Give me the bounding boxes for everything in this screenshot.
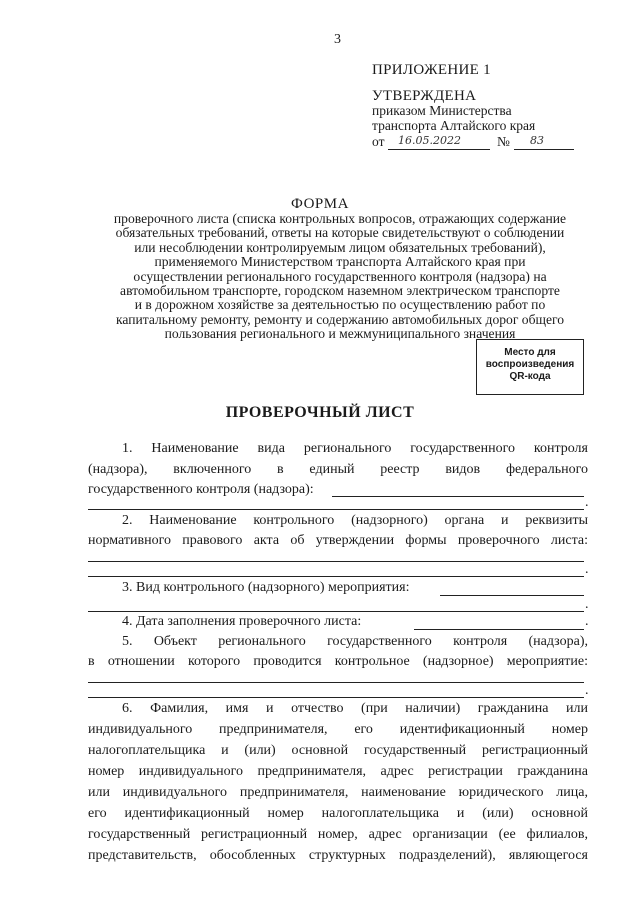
item-5-line-2: в отношении которого проводится контрольное (надзорное) мероприятие: [88, 654, 588, 669]
order-from-label: от [372, 134, 385, 149]
item-3-line-1: 3. Вид контрольного (надзорного) мероприятия: [122, 580, 410, 595]
qr-placeholder-line: воспроизведения [485, 359, 575, 370]
form-description-line: или несоблюдении контролируемым лицом обязательных требований), [134, 239, 546, 255]
item-6-line-2: индивидуального предпринимателя, его идентификационный номер [88, 722, 588, 737]
approved-by-line-2: транспорта Алтайского края [372, 118, 536, 133]
item-1-line-2: (надзора), включенного в единый реестр видов федерального [88, 462, 588, 477]
order-number-underline [514, 149, 574, 150]
order-date-underline [388, 149, 490, 150]
item-5-fill-field[interactable] [88, 682, 584, 683]
approved-by-line-1: приказом Министерства [372, 103, 512, 118]
item-6-line-3: налогоплательщика и (или) основной государственный регистрационный [88, 743, 588, 758]
qr-placeholder-line: Место для [504, 347, 556, 358]
form-description-line: капитальному ремонту, ремонту и содержанию автомобильных дорог общего [115, 311, 565, 327]
form-description-line: осуществлении регионального государственного контроля (надзора) на [133, 268, 547, 284]
order-reference [372, 134, 592, 152]
item-6-line-7: государственный регистрационный номер, адрес организации (ее филиалов, [88, 827, 588, 842]
item-5-line-1: 5. Объект регионального государственного контроля (надзора), [122, 634, 588, 649]
item-5-fill-field-2[interactable] [88, 697, 584, 698]
item-3-fill-field-2[interactable] [88, 611, 584, 612]
item-6-line-5: или индивидуального предпринимателя, наименование юридического лица, [88, 785, 588, 800]
item-1-line-3-text: государственного контроля (надзора): [88, 482, 314, 497]
form-title: ФОРМА [291, 196, 349, 212]
item-2-fill-field[interactable] [88, 561, 584, 562]
form-description-line: применяемого Министерством транспорта Алтайского края при [154, 254, 526, 270]
item-6-line-8: представительств, обособленных структурных подразделений), являющегося [88, 848, 588, 863]
approved-label: УТВЕРЖДЕНА [372, 88, 477, 104]
qr-code-placeholder [476, 339, 584, 395]
item-2-fill-field-2[interactable] [88, 576, 584, 577]
order-number-handwritten: 83 [530, 134, 544, 147]
checklist-title: ПРОВЕРОЧНЫЙ ЛИСТ [225, 404, 415, 421]
item-2-period: . [585, 562, 589, 577]
item-1-line-1: 1. Наименование вида регионального государственного контроля [122, 441, 588, 456]
form-description-line: и в дорожном хозяйстве за деятельностью по осуществлению работ по [134, 297, 546, 313]
form-description-line: обязательных требований, ответы на которые свидетельствуют о соблюдении [115, 225, 565, 241]
form-description-line: проверочного листа (списка контрольных вопросов, отражающих содержание [113, 211, 567, 226]
order-date-handwritten: 16.05.2022 [398, 134, 461, 147]
item-3-fill-field[interactable] [440, 595, 584, 596]
item-1-fill-field-2[interactable] [88, 509, 584, 510]
item-1-period: . [585, 495, 589, 510]
item-4-line-1: 4. Дата заполнения проверочного листа: [122, 614, 362, 629]
item-4-period: . [585, 614, 589, 629]
item-1-line-3 [88, 482, 588, 500]
item-6-line-1: 6. Фамилия, имя и отчество (при наличии) гражданина или [122, 701, 588, 716]
appendix-label: ПРИЛОЖЕНИЕ 1 [372, 62, 491, 78]
order-number-label: № [497, 134, 510, 149]
qr-placeholder-line: QR-кода [509, 371, 551, 382]
item-4-fill-field[interactable] [414, 629, 584, 630]
page-number: 3 [334, 32, 341, 47]
item-2-line-1: 2. Наименование контрольного (надзорного) органа и реквизиты [122, 513, 588, 528]
item-3-period: . [585, 597, 589, 612]
form-description [80, 212, 600, 342]
item-2-line-2: нормативного правового акта об утверждении формы проверочного листа: [88, 533, 588, 548]
item-1-fill-field[interactable] [332, 496, 584, 497]
item-6-line-4: номер индивидуального предпринимателя, адрес регистрации гражданина [88, 764, 588, 779]
item-5-period: . [585, 683, 589, 698]
form-description-line: автомобильном транспорте, городском наземном электрическом транспорте [120, 283, 560, 299]
form-description-line: пользования регионального и межмуниципального значения [164, 326, 516, 342]
item-6-line-6: его идентификационный номер налогоплательщика и (или) основной [88, 806, 588, 821]
